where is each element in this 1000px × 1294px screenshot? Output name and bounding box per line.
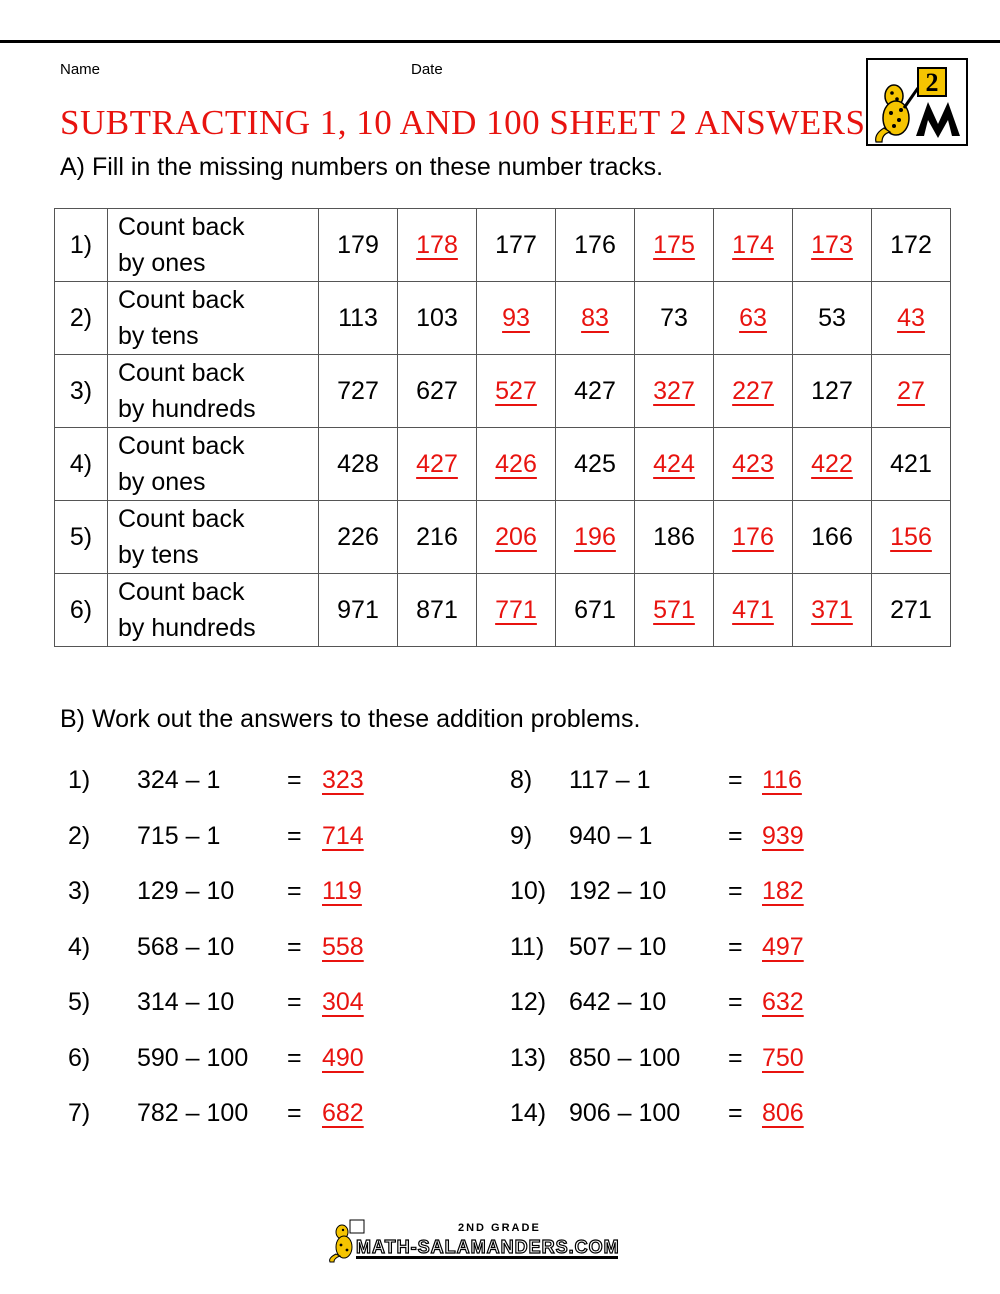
section-b-instruction: B) Work out the answers to these addition problems. [60, 705, 641, 733]
problem-answer: 497 [762, 932, 804, 961]
track-answer-cell: 27 [872, 355, 951, 428]
problem-expression: 192 – 10 [569, 877, 667, 905]
problem-answer: 119 [322, 877, 362, 905]
date-label: Date [411, 61, 443, 78]
number-track-table [54, 208, 951, 647]
track-answer-cell: 83 [556, 282, 635, 355]
track-row-description [108, 355, 319, 428]
description-line-2: by hundreds [118, 614, 256, 642]
problem-answer: 682 [322, 1099, 364, 1127]
problem-answer: 750 [762, 1043, 804, 1072]
track-answer-cell: 327 [635, 355, 714, 428]
problem-equals: = [287, 1099, 302, 1127]
track-row [55, 501, 951, 574]
track-row [55, 574, 951, 647]
problem-number: 11) [510, 932, 545, 961]
track-answer-cell: 63 [714, 282, 793, 355]
track-answer-cell: 174 [714, 209, 793, 282]
track-given-cell: 671 [556, 574, 635, 647]
description-line-1: Count back [118, 578, 245, 606]
track-answer-cell: 175 [635, 209, 714, 282]
problem-number: 8) [510, 766, 533, 794]
problem-expression: 642 – 10 [569, 988, 667, 1016]
track-given-cell: 421 [872, 428, 951, 501]
track-answer-cell: 571 [635, 574, 714, 647]
track-given-cell: 172 [872, 209, 951, 282]
problem-answer: 558 [322, 932, 364, 961]
track-answer-cell: 43 [872, 282, 951, 355]
problem-answer: 323 [322, 766, 364, 794]
track-given-cell: 271 [872, 574, 951, 647]
problem-equals: = [287, 821, 302, 850]
problem-number: 7) [68, 1099, 91, 1127]
description-line-2: by ones [118, 249, 206, 277]
track-given-cell: 177 [477, 209, 556, 282]
problem-equals: = [728, 877, 743, 905]
problem-equals: = [728, 766, 743, 794]
salamander-logo-icon [866, 58, 968, 146]
description-line-1: Count back [118, 286, 245, 314]
track-row-description [108, 428, 319, 501]
problem-expression: 590 – 100 [137, 1043, 249, 1072]
description-line-1: Count back [118, 213, 245, 241]
track-answer-cell: 527 [477, 355, 556, 428]
track-row [55, 282, 951, 355]
problem-expression: 715 – 1 [137, 821, 221, 850]
track-answer-cell: 206 [477, 501, 556, 574]
section-a-instruction: A) Fill in the missing numbers on these number tracks. [60, 153, 664, 181]
header-rule [0, 40, 1000, 43]
problem-expression: 117 – 1 [569, 766, 651, 794]
track-given-cell: 425 [556, 428, 635, 501]
track-given-cell: 127 [793, 355, 872, 428]
problem-answer: 182 [762, 877, 804, 905]
track-given-cell: 186 [635, 501, 714, 574]
track-answer-cell: 424 [635, 428, 714, 501]
problem-expression: 906 – 100 [569, 1099, 681, 1127]
track-given-cell: 166 [793, 501, 872, 574]
problem-equals: = [728, 1043, 743, 1072]
problem-equals: = [728, 821, 743, 850]
description-line-2: by hundreds [118, 395, 256, 423]
track-row-description [108, 209, 319, 282]
track-answer-cell: 93 [477, 282, 556, 355]
track-row-number: 3) [55, 355, 108, 428]
logo-grade-text: 2 [925, 68, 939, 97]
problem-expression: 324 – 1 [137, 766, 221, 794]
track-row [55, 428, 951, 501]
problem-number: 2) [68, 821, 91, 850]
footer-site-text: MATH-SALAMANDERS.COM [356, 1237, 620, 1257]
problem-number: 5) [68, 988, 91, 1016]
problem-number: 4) [68, 932, 91, 961]
track-answer-cell: 227 [714, 355, 793, 428]
problem-expression: 129 – 10 [137, 877, 235, 905]
track-row-number: 6) [55, 574, 108, 647]
track-given-cell: 427 [556, 355, 635, 428]
problem-answer: 304 [322, 988, 364, 1016]
problem-number: 13) [510, 1043, 547, 1072]
description-line-1: Count back [118, 432, 245, 460]
track-given-cell: 53 [793, 282, 872, 355]
description-line-1: Count back [118, 505, 245, 533]
problem-equals: = [728, 988, 743, 1016]
track-answer-cell: 426 [477, 428, 556, 501]
track-answer-cell: 422 [793, 428, 872, 501]
track-row-number: 2) [55, 282, 108, 355]
track-row [55, 209, 951, 282]
track-row-number: 4) [55, 428, 108, 501]
track-row-description [108, 574, 319, 647]
problem-number: 10) [510, 877, 547, 905]
track-given-cell: 176 [556, 209, 635, 282]
problem-answer: 806 [762, 1099, 804, 1127]
problem-equals: = [287, 877, 302, 905]
track-given-cell: 727 [319, 355, 398, 428]
track-answer-cell: 178 [398, 209, 477, 282]
track-answer-cell: 427 [398, 428, 477, 501]
track-answer-cell: 156 [872, 501, 951, 574]
problem-answer: 939 [762, 821, 804, 850]
problem-number: 12) [510, 988, 547, 1016]
problem-equals: = [728, 1099, 743, 1127]
track-given-cell: 216 [398, 501, 477, 574]
track-given-cell: 73 [635, 282, 714, 355]
track-given-cell: 113 [319, 282, 398, 355]
track-answer-cell: 196 [556, 501, 635, 574]
track-row-description [108, 282, 319, 355]
problem-answer: 490 [322, 1043, 364, 1072]
track-answer-cell: 471 [714, 574, 793, 647]
problem-equals: = [287, 1043, 302, 1072]
track-given-cell: 871 [398, 574, 477, 647]
problem-expression: 314 – 10 [137, 988, 235, 1016]
track-row [55, 355, 951, 428]
description-line-2: by tens [118, 541, 199, 569]
track-given-cell: 627 [398, 355, 477, 428]
problem-answer: 632 [762, 988, 804, 1016]
track-answer-cell: 423 [714, 428, 793, 501]
description-line-2: by ones [118, 468, 206, 496]
track-answer-cell: 176 [714, 501, 793, 574]
problem-number: 9) [510, 821, 533, 850]
track-row-number: 5) [55, 501, 108, 574]
name-label: Name [60, 61, 101, 78]
problem-number: 1) [68, 766, 91, 794]
problem-number: 6) [68, 1043, 91, 1072]
problem-equals: = [728, 932, 743, 961]
problem-expression: 782 – 100 [137, 1099, 249, 1127]
track-row-description [108, 501, 319, 574]
problem-answer: 116 [762, 766, 802, 794]
track-given-cell: 103 [398, 282, 477, 355]
problem-expression: 850 – 100 [569, 1043, 681, 1072]
description-line-2: by tens [118, 322, 199, 350]
track-given-cell: 428 [319, 428, 398, 501]
problem-equals: = [287, 988, 302, 1016]
problem-number: 3) [68, 877, 91, 905]
track-answer-cell: 371 [793, 574, 872, 647]
worksheet-title: SUBTRACTING 1, 10 AND 100 SHEET 2 ANSWERS [60, 103, 866, 142]
problem-expression: 568 – 10 [137, 932, 235, 961]
problem-number: 14) [510, 1099, 547, 1127]
problem-equals: = [287, 766, 302, 794]
track-row-number: 1) [55, 209, 108, 282]
track-given-cell: 179 [319, 209, 398, 282]
track-answer-cell: 771 [477, 574, 556, 647]
problem-equals: = [287, 932, 302, 961]
track-given-cell: 226 [319, 501, 398, 574]
description-line-1: Count back [118, 359, 245, 387]
track-answer-cell: 173 [793, 209, 872, 282]
footer-grade-text: 2ND GRADE [458, 1222, 541, 1234]
problem-expression: 507 – 10 [569, 932, 667, 961]
problem-answer: 714 [322, 821, 364, 850]
problem-expression: 940 – 1 [569, 821, 653, 850]
track-given-cell: 971 [319, 574, 398, 647]
